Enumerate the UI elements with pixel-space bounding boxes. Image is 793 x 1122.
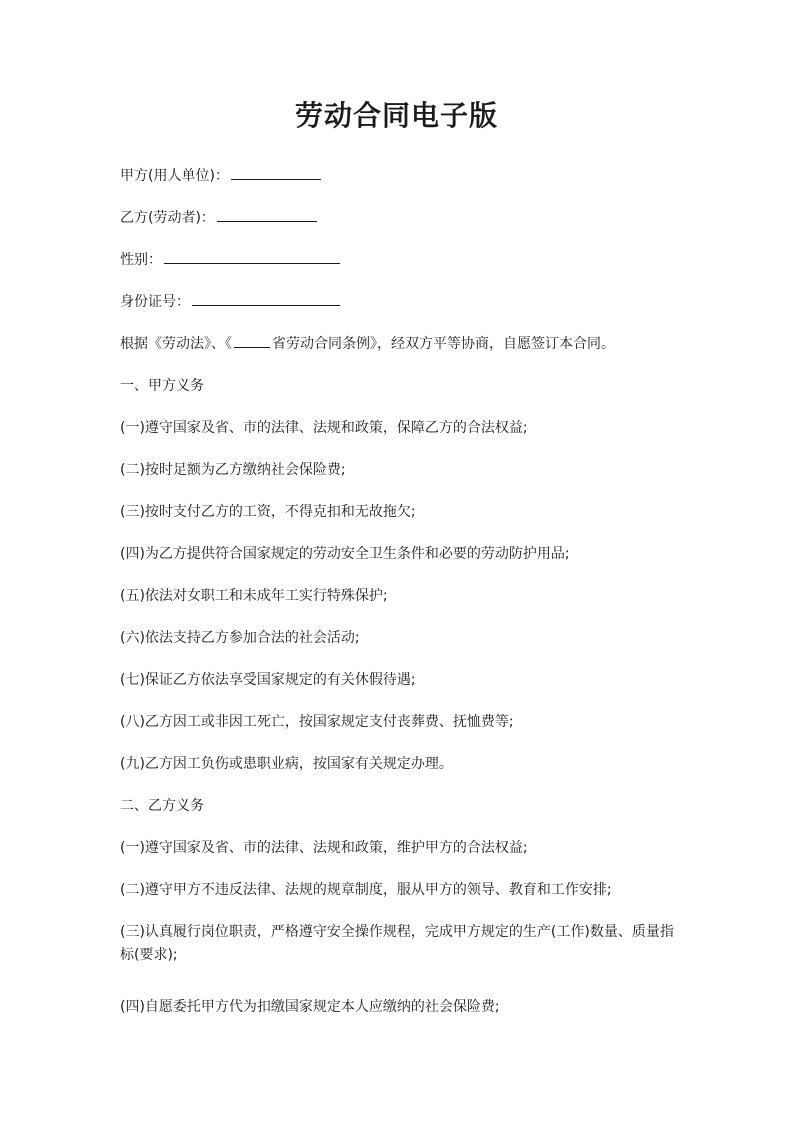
gender-label: 性别： — [120, 252, 162, 268]
party-a-line — [120, 165, 680, 187]
id-label: 身份证号： — [120, 294, 190, 310]
section1-item: (一)遵守国家及省、市的法律、法规和政策，保障乙方的合法权益; — [120, 420, 528, 436]
party-b-label: 乙方(劳动者)： — [120, 210, 215, 226]
section1-item: (四)为乙方提供符合国家规定的劳动安全卫生条件和必要的劳动防护用品; — [120, 546, 570, 562]
section2-title: 二、乙方义务 — [120, 798, 204, 814]
basis-line — [120, 333, 680, 355]
party-a-blank — [231, 165, 321, 180]
section1-title: 一、甲方义务 — [120, 378, 204, 394]
section1-item: (三)按时支付乙方的工资，不得克扣和无故拖欠; — [120, 504, 416, 520]
section1-item: (九)乙方因工负伤或患职业病，按国家有关规定办理。 — [120, 756, 453, 772]
gender-blank — [164, 249, 340, 264]
page-title: 劳动合同电子版 — [294, 99, 498, 132]
section1-item: (二)按时足额为乙方缴纳社会保险费; — [120, 462, 346, 478]
section1-item: (五)依法对女职工和未成年工实行特殊保护; — [120, 588, 388, 604]
party-a-label: 甲方(用人单位)： — [120, 168, 229, 184]
party-b-blank — [217, 207, 317, 222]
section1-item: (七)保证乙方依法享受国家规定的有关休假待遇; — [120, 672, 416, 688]
province-blank — [234, 333, 270, 348]
section2-item: (三)认真履行岗位职责，严格遵守安全操作规程，完成甲方规定的生产(工作)数量、质量指标(要求); — [120, 924, 674, 963]
section1-item: (八)乙方因工或非因工死亡，按国家规定支付丧葬费、抚恤费等; — [120, 714, 514, 730]
party-b-line — [120, 207, 680, 229]
gender-line — [120, 249, 680, 271]
section2-item: (二)遵守甲方不违反法律、法规的规章制度，服从甲方的领导、教育和工作安排; — [120, 882, 612, 898]
id-blank — [192, 291, 340, 306]
basis-pre: 根据《劳动法》、《 — [120, 336, 232, 352]
id-line — [120, 291, 680, 313]
section1-item: (六)依法支持乙方参加合法的社会活动; — [120, 630, 360, 646]
section2-item: (一)遵守国家及省、市的法律、法规和政策，维护甲方的合法权益; — [120, 840, 528, 856]
section2-item: (四)自愿委托甲方代为扣缴国家规定本人应缴纳的社会保险费; — [120, 999, 500, 1015]
basis-post: 省劳动合同条例》，经双方平等协商，自愿签订本合同。 — [272, 336, 615, 352]
